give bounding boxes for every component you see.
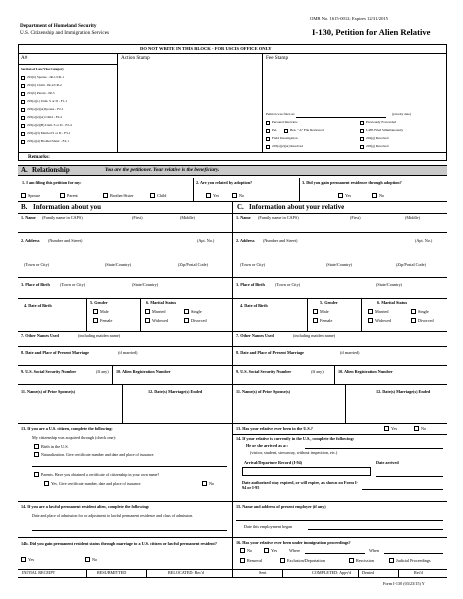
section-a-letter: A.	[21, 166, 28, 174]
b-other-names-label: 7. Other Names Used	[21, 333, 59, 338]
footer-returned: Ret'd	[414, 570, 423, 575]
remarks-label: Remarks:	[28, 154, 50, 160]
sibling-label: Brother/Sister	[110, 193, 134, 198]
parent-checkbox[interactable]	[60, 193, 65, 198]
q3-no-label: No	[379, 193, 385, 198]
stay-expired-field[interactable]	[362, 489, 443, 490]
c-married-label: Married	[375, 309, 389, 314]
footer-resubmitted: RESUBMITTED	[97, 570, 127, 575]
b-name-label: 1. Name	[21, 215, 36, 220]
c-married-checkbox[interactable]	[368, 309, 373, 314]
a-number-label: A#	[21, 55, 28, 61]
q14b-yes-checkbox[interactable]	[21, 557, 26, 562]
category-label-7: 203(a)(2)(B) Unm. S or D - F2-4	[27, 123, 72, 127]
sibling-checkbox[interactable]	[103, 193, 108, 198]
c-name-hint: (Family name in CAPS)	[258, 215, 299, 220]
footer-relocated: RELOCATED: Rec'd	[168, 570, 204, 575]
category-checkbox-4[interactable]	[21, 100, 25, 104]
c-male-label: Male	[320, 309, 329, 314]
where-field[interactable]	[305, 553, 365, 554]
removal-label: Removal	[247, 558, 263, 563]
category-label-8: 203(a)(3) Married S or D - F3-1	[27, 131, 71, 135]
parents-no-checkbox[interactable]	[202, 481, 207, 486]
b-other-names-hint: (including maiden name)	[78, 333, 121, 338]
c-q13-label: 13. Has your relative ever been in the U.S.?	[236, 426, 313, 431]
c-pob-label: 3. Place of Birth	[236, 282, 265, 287]
c-q14-label: 14. If your relative is currently in the U.S., complete the following:	[236, 436, 355, 441]
section-c-letter: C.	[237, 203, 244, 211]
c-state-hint: (State/Country)	[326, 262, 353, 267]
category-checkbox-6[interactable]	[21, 116, 25, 120]
b-ssn-hint: (If any)	[96, 369, 109, 374]
parents-label: Parents. Have you obtained a certificate of citizenship in your own name?	[41, 472, 160, 477]
q2-no-checkbox[interactable]	[232, 193, 237, 198]
b-male-checkbox[interactable]	[93, 309, 98, 314]
resolved-204g-label: 204(g) Resolved	[366, 136, 389, 140]
action-stamp-label: Action Stamp	[121, 55, 150, 61]
b-single-checkbox[interactable]	[184, 309, 189, 314]
b-zip-hint: (Zip/Postal Code)	[178, 262, 208, 267]
q14b-yes-label: Yes	[28, 557, 35, 562]
c-ssn-hint: (If any)	[311, 369, 324, 374]
form-number: Form I-130 (03/23/15) Y	[383, 581, 425, 586]
resolved-203g-label: 203(g) Resolved	[366, 144, 389, 148]
b-state-hint: (State/Country)	[105, 262, 132, 267]
judicial-label: Judicial Proceedings	[396, 558, 431, 563]
birth-us-label: Birth in the U.S.	[41, 444, 69, 449]
q3-yes-label: Yes	[345, 193, 352, 198]
i485-checkbox[interactable]	[360, 129, 364, 133]
parents-checkbox[interactable]	[34, 472, 39, 477]
c-marriages-ended-label: 12. Date(s) Marriage(s) Ended	[376, 389, 431, 394]
law-category-title: Section of Law/Visa Category	[21, 67, 64, 71]
ben-file-checkbox[interactable]	[284, 129, 288, 133]
q2-yes-checkbox[interactable]	[206, 193, 211, 198]
category-checkbox-9[interactable]	[21, 140, 25, 144]
category-checkbox-7[interactable]	[21, 124, 25, 128]
c-widowed-label: Widowed	[375, 318, 392, 323]
previously-forwarded-checkbox[interactable]	[360, 121, 364, 125]
exclusion-checkbox[interactable]	[280, 558, 285, 563]
arrival-record-label: Arrival/Departure Record (I-94)	[244, 460, 303, 465]
parents-no-label: No	[209, 481, 215, 486]
c-q16-yes-label: Yes	[271, 548, 278, 553]
rescission-checkbox[interactable]	[349, 558, 354, 563]
b-marital-label: 6. Marital Status	[146, 300, 177, 305]
where-label: Where	[289, 548, 301, 553]
b-female-label: Female	[100, 318, 113, 323]
category-label-2: 201(b) Child - IR-2/CR-2	[27, 83, 62, 87]
c-marital-label: 6. Marital Status	[377, 300, 408, 305]
petition-filed-label: Petition was filed on:	[266, 112, 295, 116]
resolved-2a-checkbox[interactable]	[266, 145, 270, 149]
c-prior-spouses-label: 11. Name(s) of Prior Spouse(s)	[236, 389, 291, 394]
spouse-label: Spouse	[28, 193, 41, 198]
b-divorced-checkbox[interactable]	[184, 318, 189, 323]
c-pob-hint: (Town or City)	[275, 282, 301, 287]
b-name-field[interactable]	[18, 232, 232, 233]
c-female-label: Female	[320, 318, 333, 323]
form-title: I-130, Petition for Alien Relative	[312, 27, 431, 37]
category-label-3: 201(b) Parent - IR-5	[27, 91, 55, 95]
c-q16-label: 16. Has your relative ever been under immigration proceedings?	[236, 540, 351, 545]
c-name-field[interactable]	[232, 232, 447, 233]
child-checkbox[interactable]	[150, 193, 155, 198]
c-q16-no-label: No	[247, 548, 253, 553]
b-name-hint: (Family name in CAPS)	[42, 215, 83, 220]
b-alien-reg-label: 10. Alien Registration Number	[116, 369, 171, 374]
c-widowed-checkbox[interactable]	[368, 318, 373, 323]
category-label-5: 203(a)(2)(A)Spouse - F2-1	[27, 107, 64, 111]
child-label: Child	[157, 193, 167, 198]
b-q14b-label: 14b. Did you gain permanent resident status through marriage to a U.S. citizen or lawful permanent resident?	[21, 541, 217, 546]
admission-field[interactable]	[32, 530, 227, 531]
b-apt-hint: (Apt. No.)	[197, 238, 215, 243]
b-address-field[interactable]	[18, 277, 232, 278]
spouse-checkbox[interactable]	[21, 193, 26, 198]
c-first-hint: (First)	[350, 215, 361, 220]
b-ssn-label: 9. U.S. Social Security Number	[21, 369, 77, 374]
c-address-hint: (Number and Street)	[263, 238, 298, 243]
section-b-title: Information about you	[33, 203, 102, 211]
q14b-no-label: No	[92, 557, 98, 562]
section-c-title: Information about your relative	[249, 203, 345, 211]
b-middle-hint: (Middle)	[180, 215, 195, 220]
b-prior-spouses-label: 11. Name(s) of Prior Spouse(s)	[21, 389, 76, 394]
c-female-checkbox[interactable]	[313, 318, 318, 323]
b-married-checkbox[interactable]	[145, 309, 150, 314]
employer-field[interactable]	[236, 520, 443, 521]
c-q13-yes-label: Yes	[391, 426, 398, 431]
q14b-no-checkbox[interactable]	[85, 557, 90, 562]
c-other-names-hint: (including maiden name)	[293, 333, 336, 338]
category-label-9: 203(a)(4) Brother/Sister - F4-1	[27, 139, 69, 143]
b-widowed-label: Widowed	[152, 318, 169, 323]
b-other-names-field[interactable]	[18, 346, 232, 347]
arrived-as-hint: (visitor, student, stowaway, without inspection, etc.)	[250, 450, 338, 455]
c-address-label: 2. Address	[236, 238, 255, 243]
section-b-letter: B.	[21, 203, 28, 211]
judicial-checkbox[interactable]	[389, 558, 394, 563]
b-q14-label: 14. If you are a lawful permanent resident alien, complete the following:	[21, 504, 150, 509]
q3-label: 3. Did you gain permanent residence through adoption?	[302, 180, 402, 185]
office-use-banner: DO NOT WRITE IN THIS BLOCK - FOR USCIS OFFICE ONLY	[140, 46, 272, 51]
c-male-checkbox[interactable]	[313, 309, 318, 314]
c-zip-hint: (Zip/Postal Code)	[396, 262, 426, 267]
b-single-label: Single	[191, 309, 202, 314]
exclusion-label: Exclusion/Deportation	[287, 558, 325, 563]
previously-forwarded-label: Previously Forwarded	[366, 120, 397, 124]
c-alien-reg-label: 10. Alien Registration Number	[338, 369, 393, 374]
b-q13-label: 13. If you are a U.S. citizen, complete the following:	[21, 426, 113, 431]
parents-yes-label: Yes. Give certificate number, date and place of issuance.	[51, 481, 142, 486]
c-marriage-field[interactable]	[232, 365, 447, 366]
pet-checkbox[interactable]	[266, 129, 270, 133]
c-single-checkbox[interactable]	[411, 309, 416, 314]
c-q13-yes-checkbox[interactable]	[384, 426, 389, 431]
footer-initial-receipt: INITIAL RECEIPT	[22, 570, 56, 575]
b-marriage-hint: (if married)	[118, 350, 138, 355]
c-apt-hint: (Apt. No.)	[415, 238, 433, 243]
b-pob-field[interactable]	[18, 298, 232, 299]
b-dob-label: 4. Date of Birth	[24, 303, 52, 308]
naturalization-checkbox[interactable]	[34, 452, 39, 457]
parents-yes-checkbox[interactable]	[44, 481, 49, 486]
when-label: When	[369, 548, 379, 553]
footer-completed: COMPLETED: Appv'd	[312, 570, 352, 575]
category-checkbox-2[interactable]	[21, 84, 25, 88]
b-address-label: 2. Address	[21, 238, 40, 243]
b-pob-state: (State/Country)	[132, 282, 159, 287]
personal-interview-label: Personal Interview	[272, 120, 298, 124]
b-town-hint: (Town or City)	[24, 262, 50, 267]
admission-detail-label: Date and place of admission for or adjustment to lawful permanent residence and class of admission.	[32, 513, 194, 518]
c-other-names-field[interactable]	[232, 346, 447, 347]
date-arrived-field[interactable]	[376, 476, 443, 477]
naturalization-field[interactable]	[32, 466, 227, 467]
b-gender-label: 5. Gender	[90, 300, 108, 305]
c-divorced-label: Divorced	[418, 318, 434, 323]
ben-file-label: Ben. " A" File Reviewed	[290, 128, 324, 132]
q2-yes-label: Yes	[213, 193, 220, 198]
removal-checkbox[interactable]	[240, 558, 245, 563]
q2-label: 2. Are you related by adoption?	[196, 180, 253, 185]
citizenship-acquired-label: My citizenship was acquired through (check one):	[32, 435, 116, 440]
b-married-label: Married	[152, 309, 166, 314]
employment-began-field[interactable]	[308, 529, 443, 530]
c-dob-label: 4. Date of Birth	[240, 303, 268, 308]
b-address-hint: (Number and Street)	[48, 238, 83, 243]
c-address-field[interactable]	[232, 277, 447, 278]
category-checkbox-5[interactable]	[21, 108, 25, 112]
field-investigation-checkbox[interactable]	[266, 137, 270, 141]
priority-date-label: (priority date)	[392, 112, 411, 116]
b-female-checkbox[interactable]	[93, 318, 98, 323]
date-arrived-label: Date arrived	[376, 460, 399, 465]
arrived-as-label: He or she arrived as a::	[246, 443, 288, 448]
personal-interview-checkbox[interactable]	[266, 121, 270, 125]
b-pob-label: 3. Place of Birth	[21, 282, 50, 287]
agency-name: U.S. Citizenship and Immigration Services	[20, 30, 110, 36]
c-q15-label: 15. Name and address of present employer (if any)	[236, 504, 326, 509]
c-q13-no-checkbox[interactable]	[414, 426, 419, 431]
c-pob-field[interactable]	[232, 298, 447, 299]
c-ssn-label: 9. U.S. Social Security Number	[236, 369, 292, 374]
c-other-names-label: 7. Other Names Used	[236, 333, 274, 338]
c-marriage-label: 8. Date and Place of Present Marriage	[236, 350, 304, 355]
category-label-4: 203(a)(1) Unm. S or D - F1-1	[27, 99, 68, 103]
c-single-label: Single	[418, 309, 429, 314]
c-name-label: 1. Name	[236, 215, 251, 220]
c-middle-hint: (Middle)	[405, 215, 420, 220]
fee-stamp-label: Fee Stamp	[266, 55, 289, 61]
c-q16-yes-checkbox[interactable]	[264, 548, 269, 553]
category-checkbox-1[interactable]	[21, 76, 25, 80]
section-a-note: You are the petitioner. Your relative is the beneficiary.	[105, 167, 220, 173]
c-q16-no-checkbox[interactable]	[240, 548, 245, 553]
q3-yes-checkbox[interactable]	[338, 193, 343, 198]
c-town-hint: (Town or City)	[240, 262, 266, 267]
i485-label: I-485 Filed Simultaneously	[366, 128, 404, 132]
category-label-1: 201(b) Spouse - IR-1/CR-1	[27, 75, 65, 79]
category-checkbox-3[interactable]	[21, 92, 25, 96]
c-q13-no-label: No	[421, 426, 427, 431]
c-pob-state: (State/Country)	[376, 282, 403, 287]
department-name: Department of Homeland Security	[20, 23, 97, 29]
when-field[interactable]	[384, 553, 443, 554]
footer-denied: Denied	[362, 570, 375, 575]
category-checkbox-8[interactable]	[21, 132, 25, 136]
naturalization-label: Naturalization. Give certificate number and date and place of issuance.	[41, 452, 155, 457]
field-investigation-label: Field Investigation	[272, 136, 298, 140]
q2-no-label: No	[239, 193, 245, 198]
c-divorced-checkbox[interactable]	[411, 318, 416, 323]
section-a-title: Relationship	[32, 166, 70, 174]
footer-sent: Sent	[259, 570, 267, 575]
q3-no-checkbox[interactable]	[372, 193, 377, 198]
b-widowed-checkbox[interactable]	[145, 318, 150, 323]
pet-label: Pet.	[272, 128, 278, 132]
b-marriages-ended-label: 12. Date(s) Marriage(s) Ended	[148, 389, 203, 394]
category-label-6: 203(a)(2)(A) Child - F2-2	[27, 115, 63, 119]
c-gender-label: 5. Gender	[320, 300, 338, 305]
b-divorced-label: Divorced	[191, 318, 207, 323]
b-marriage-field[interactable]	[18, 365, 232, 366]
omb-number: OMB No. 1615-0012; Expires 12/31/2015	[310, 16, 388, 21]
b-pob-hint: (Town or City)	[60, 282, 86, 287]
stay-expired-label: Date authorized stay expired, or will expire, as shown on Form I-94 or I-95	[242, 480, 358, 491]
b-male-label: Male	[100, 309, 109, 314]
q1-label: 1. I am filing this petition for my:	[22, 180, 82, 185]
section-a-header	[18, 165, 447, 176]
birth-us-checkbox[interactable]	[34, 444, 39, 449]
arrived-as-field[interactable]	[305, 448, 443, 449]
b-first-hint: (First)	[132, 215, 143, 220]
b-marriage-label: 8. Date and Place of Present Marriage	[21, 350, 89, 355]
employment-began-label: Date this employment began	[244, 524, 293, 529]
rescission-label: Rescission	[356, 558, 374, 563]
resolved-2a-label: 203(a)(2)(A) Resolved	[272, 144, 303, 148]
parent-label: Parent	[67, 193, 78, 198]
resolved-203g-checkbox[interactable]	[360, 145, 364, 149]
c-marriage-hint: (if married)	[340, 350, 360, 355]
resolved-204g-checkbox[interactable]	[360, 137, 364, 141]
i94-number-field[interactable]	[242, 467, 371, 476]
